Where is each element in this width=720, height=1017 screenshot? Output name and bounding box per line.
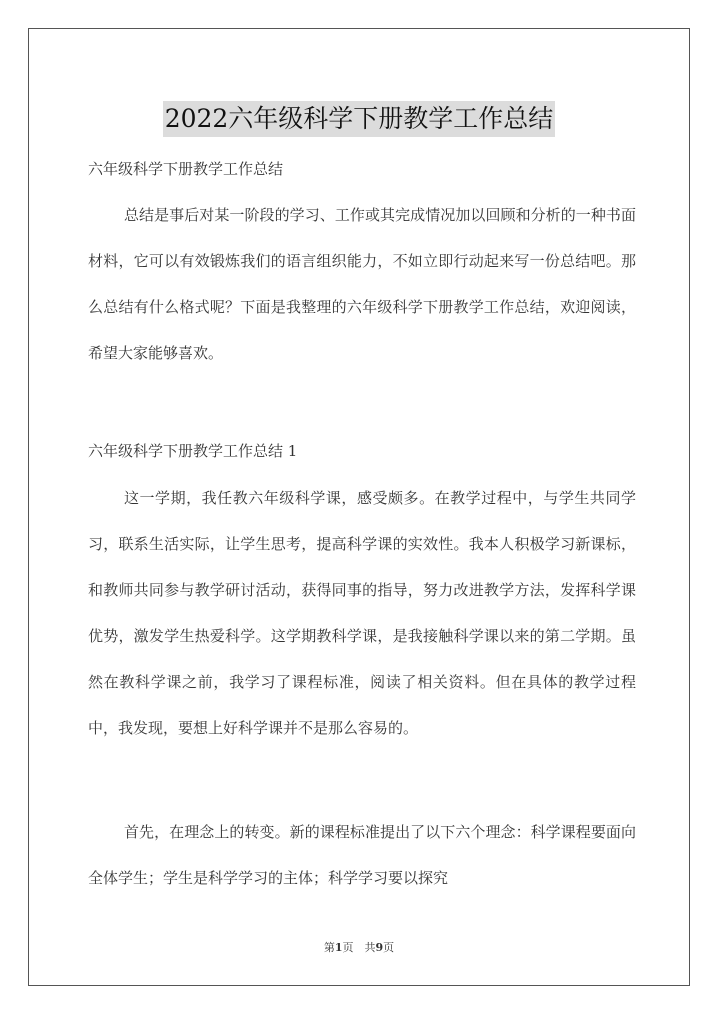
section-paragraph-1: 这一学期，我任教六年级科学课，感受颇多。在教学过程中，与学生共同学习，联系生活实际，让学生思考，提高科学课的实效性。我本人积极学习新课标，和教师共同参与教学研讨活动，获得同事的指导，努力改进教学方法，发挥科学课优势，激发学生热爱科学。这学期教科学课，是我接触科学课以来的第二学期。虽然在教科学课之前，我学习了课程标准，阅读了相关资料。但在具体的教学过程中，我发现，要想上好科学课并不是那么容易的。 xyxy=(88,489,636,737)
document-title: 2022六年级科学下册教学工作总结 xyxy=(163,101,556,137)
intro-paragraph: 总结是事后对某一阶段的学习、工作或其完成情况加以回顾和分析的一种书面材料，它可以有效锻炼我们的语言组织能力，不如立即行动起来写一份总结吧。那么总结有什么格式呢？下面是我整理的六年级科学下册教学工作总结，欢迎阅读，希望大家能够喜欢。 xyxy=(88,206,636,362)
footer-total-pages: 9 xyxy=(375,941,384,954)
title-container xyxy=(29,101,689,137)
footer-prefix: 第 xyxy=(323,941,335,954)
section-paragraph-2: 首先，在理念上的转变。新的课程标准提出了以下六个理念：科学课程要面向全体学生；学生是科学学习的主体；科学学习要以探究 xyxy=(88,823,636,887)
footer-suffix: 页 xyxy=(383,941,395,954)
document-page xyxy=(28,28,690,986)
footer-mid: 页 共 xyxy=(342,941,376,954)
document-subtitle: 六年级科学下册教学工作总结 xyxy=(88,160,284,178)
section-heading: 六年级科学下册教学工作总结 1 xyxy=(88,442,298,460)
page-footer xyxy=(29,939,689,955)
footer-current-page: 1 xyxy=(334,941,343,954)
